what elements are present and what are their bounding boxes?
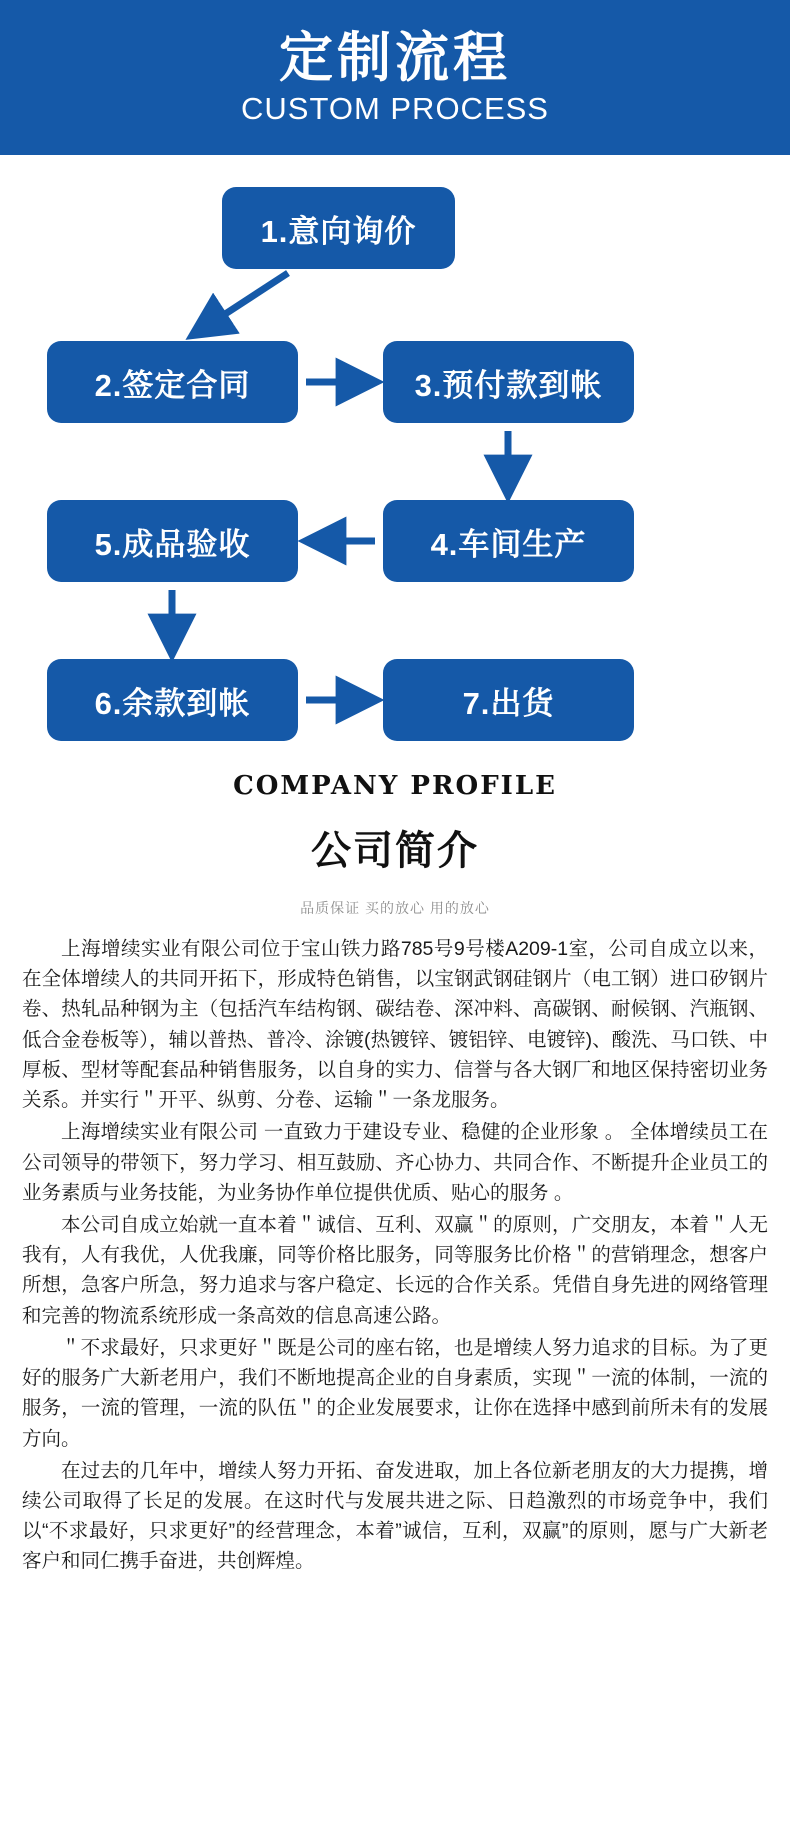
flow-node-label: 5.成品验收 bbox=[94, 526, 251, 562]
flow-node-label: 2.签定合同 bbox=[94, 367, 251, 403]
profile-heading-cn: 公司简介 bbox=[311, 829, 479, 873]
company-profile-section bbox=[0, 755, 790, 1607]
profile-paragraph: 本公司自成立始就一直本着＂诚信、互利、双赢＂的原则，广交朋友，本着＂人无我有，人有我优，人优我廉，同等价格比服务，同等服务比价格＂的营销理念，想客户所想，急客户所急，努力追求与客户稳定、长远的合作关系。凭借自身先进的网络管理和完善的物流系统形成一条高效的信息高速公路。 bbox=[22, 1213, 768, 1327]
flow-node-label: 7.出货 bbox=[462, 685, 555, 721]
flow-node-label: 4.车间生产 bbox=[430, 526, 587, 562]
header-banner bbox=[0, 0, 790, 155]
flow-node-label: 6.余款到帐 bbox=[94, 685, 251, 721]
profile-paragraph: 在过去的几年中，增续人努力开拓、奋发进取，加上各位新老朋友的大力提携，增续公司取得了长足的发展。在这时代与发展共进之际、日趋激烈的市场竞争中，我们以“不求最好，只求更好”的经营理念，本着”诚信，互利，双赢”的原则，愿与广大新老客户和同仁携手奋进，共创辉煌。 bbox=[22, 1459, 768, 1573]
banner-title-en: CUSTOM PROCESS bbox=[241, 91, 549, 127]
profile-body bbox=[22, 934, 768, 1577]
profile-paragraph: 上海增续实业有限公司位于宝山铁力路785号9号楼A209-1室，公司自成立以来，在全体增续人的共同开拓下，形成特色销售，以宝钢武钢硅钢片（电工钢）进口矽钢片卷、热轧品种钢为主（包括汽车结构钢、碳结卷、深冲料、高碳钢、耐候钢、汽瓶钢、低合金卷板等），辅以普热、普冷、涂镀(热镀锌、镀铝锌、电镀锌)、酸洗、马口铁、中厚板、型材等配套品种销售服务，以自身的实力、信誉与各大钢厂和地区保持密切业务关系。并实行＂开平、纵剪、分卷、运输＂一条龙服务。 bbox=[22, 938, 768, 1112]
flow-node-step7 bbox=[383, 659, 634, 741]
flow-node-step4 bbox=[383, 500, 634, 582]
flow-node-label: 3.预付款到帐 bbox=[414, 367, 603, 403]
flow-node-step2 bbox=[47, 341, 298, 423]
profile-paragraph: 上海增续实业有限公司 一直致力于建设专业、稳健的企业形象 。 全体增续员工在公司领导的带领下，努力学习、相互鼓励、齐心协力、共同合作、不断提升企业员工的业务素质与业务技能，为业务协作单位提供优质、贴心的服务 。 bbox=[22, 1121, 768, 1204]
flow-node-step6 bbox=[47, 659, 298, 741]
flow-node-step1 bbox=[222, 187, 455, 269]
profile-heading-en: COMPANY PROFILE bbox=[233, 771, 557, 801]
custom-process-flowchart bbox=[0, 155, 790, 755]
profile-paragraph: ＂不求最好，只求更好＂既是公司的座右铭，也是增续人努力追求的目标。为了更好的服务广大新老用户，我们不断地提高企业的自身素质，实现＂一流的体制，一流的服务，一流的管理，一流的队伍＂的企业发展要求，让你在选择中感到前所未有的发展方向。 bbox=[22, 1336, 768, 1450]
banner-title-cn: 定制流程 bbox=[279, 27, 511, 88]
flow-node-label: 1.意向询价 bbox=[260, 213, 417, 249]
profile-subtitle: 品质保证 买的放心 用的放心 bbox=[300, 900, 490, 916]
flow-node-step5 bbox=[47, 500, 298, 582]
flow-node-step3 bbox=[383, 341, 634, 423]
